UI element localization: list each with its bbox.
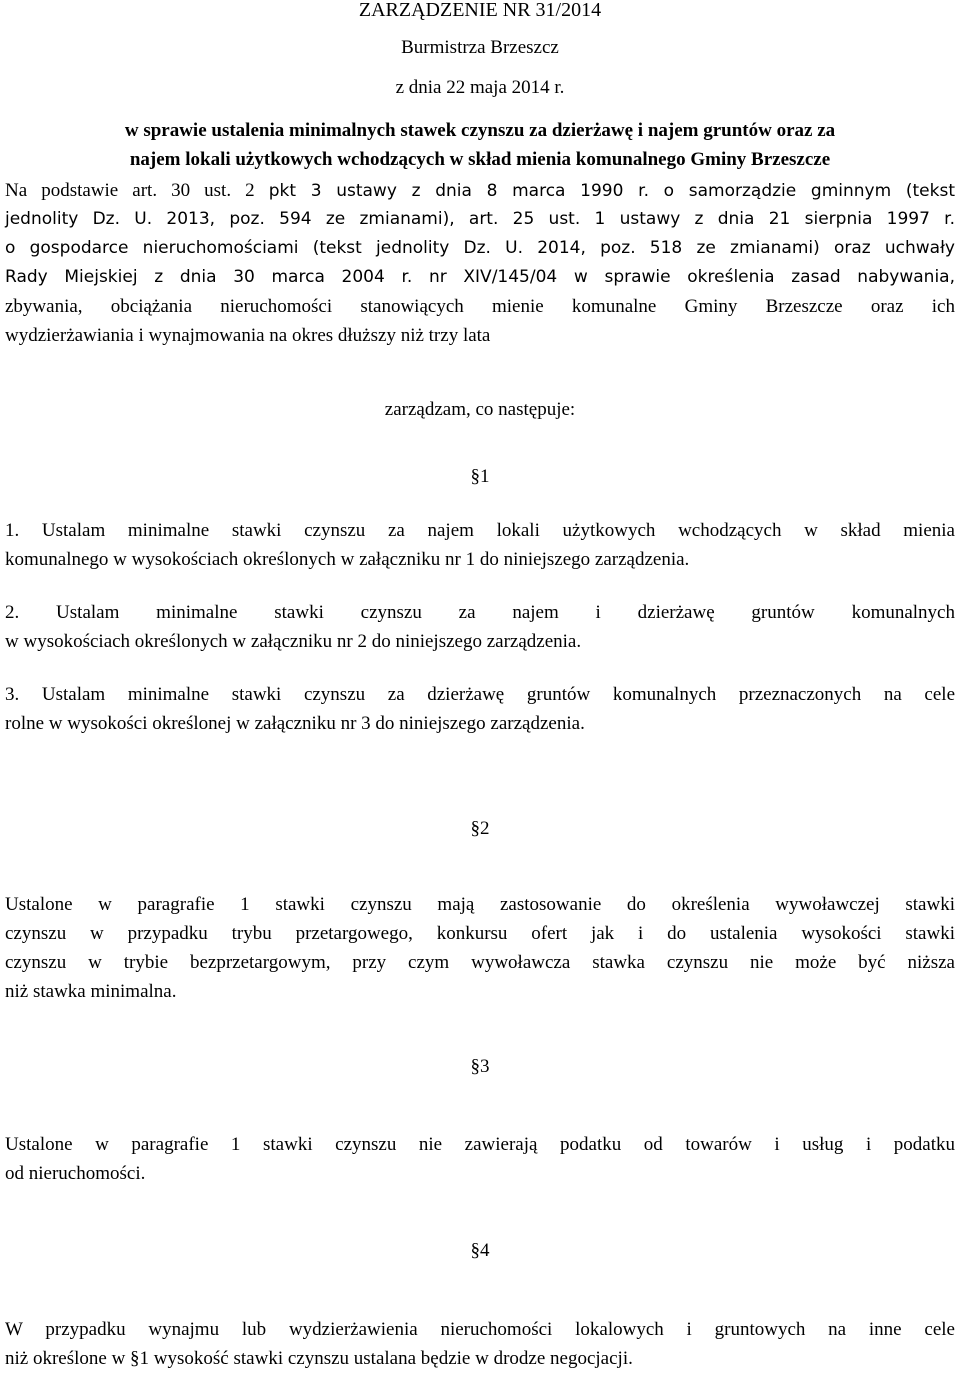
section-4-paragraph-1	[5, 1315, 955, 1373]
basis-line	[5, 176, 955, 205]
section-3-paragraph-1	[5, 1130, 955, 1188]
paragraph-line: 1. Ustalam minimalne stawki czynszu za najem lokali użytkowych wchodzących w skład mienia	[5, 520, 955, 541]
basis-line: o gospodarce nieruchomościami (tekst jednolity Dz. U. 2014, poz. 518 ze zmianami) oraz uchwały	[5, 238, 955, 258]
basis-line-serif: Na podstawie art. 30 ust. 2	[5, 180, 269, 201]
section-1-paragraph-3	[5, 680, 955, 738]
section-heading-3: §3	[470, 1056, 490, 1077]
paragraph-line: komunalnego w wysokościach określonych w załączniku nr 1 do niniejszego zarządzenia.	[5, 549, 690, 570]
section-heading-4: §4	[470, 1240, 490, 1261]
paragraph-line: niż określone w §1 wysokość stawki czynszu ustalana będzie w drodze negocjacji.	[5, 1348, 633, 1369]
paragraph-line: Ustalone w paragrafie 1 stawki czynszu nie zawierają podatku od towarów i usług i podatku	[5, 1134, 955, 1155]
basis-line: wydzierżawiania i wynajmowania na okres dłuższy niż trzy lata	[5, 325, 491, 346]
paragraph-line: w wysokościach określonych w załączniku nr 2 do niniejszego zarządzenia.	[5, 631, 582, 652]
basis-line: Rady Miejskiej z dnia 30 marca 2004 r. nr XIV/145/04 w sprawie określenia zasad nabywania,	[5, 267, 955, 287]
section-heading-2: §2	[470, 818, 490, 839]
section-1-paragraph-2	[5, 598, 955, 656]
paragraph-line: czynszu w przypadku trybu przetargowego, konkursu ofert jak i do ustalenia wysokości stawki	[5, 923, 955, 944]
document-subject	[0, 116, 960, 174]
basis-line-sans: pkt 3 ustawy z dnia 8 marca 1990 r. o samorządzie gminnym (tekst	[268, 181, 956, 201]
subject-line: w sprawie ustalenia minimalnych stawek czynszu za dzierżawę i najem gruntów oraz za	[124, 120, 836, 141]
decree-phrase: zarządzam, co następuje:	[384, 399, 576, 420]
subject-line: najem lokali użytkowych wchodzących w skład mienia komunalnego Gminy Brzeszcze	[129, 149, 831, 170]
paragraph-line: rolne w wysokości określonej w załączniku nr 3 do niniejszego zarządzenia.	[5, 713, 585, 734]
legal-basis	[5, 176, 955, 350]
paragraph-line: W przypadku wynajmu lub wydzierżawienia nieruchomości lokalowych i gruntowych na inne cele	[5, 1319, 955, 1340]
section-heading-1: §1	[470, 466, 490, 487]
document-title: ZARZĄDZENIE NR 31/2014	[358, 0, 602, 21]
document-date: z dnia 22 maja 2014 r.	[395, 77, 565, 98]
paragraph-line: od nieruchomości.	[5, 1163, 146, 1184]
section-1-paragraph-1	[5, 516, 955, 574]
paragraph-line: niż stawka minimalna.	[5, 981, 177, 1002]
paragraph-line: Ustalone w paragrafie 1 stawki czynszu mają zastosowanie do określenia wywoławczej stawki	[5, 894, 955, 915]
paragraph-line: czynszu w trybie bezprzetargowym, przy czym wywoławcza stawka czynszu nie może być niższa	[5, 952, 955, 973]
paragraph-line: 2. Ustalam minimalne stawki czynszu za najem i dzierżawę gruntów komunalnych	[5, 602, 955, 623]
basis-line: jednolity Dz. U. 2013, poz. 594 ze zmianami), art. 25 ust. 1 ustawy z dnia 21 sierpnia 1997 r.	[5, 209, 955, 229]
document-issuer: Burmistrza Brzeszcz	[401, 37, 559, 58]
paragraph-line: 3. Ustalam minimalne stawki czynszu za dzierżawę gruntów komunalnych przeznaczonych na cele	[5, 684, 955, 705]
basis-line: zbywania, obciążania nieruchomości stanowiących mienie komunalne Gminy Brzeszcze oraz ich	[5, 296, 955, 317]
section-2-paragraph-1	[5, 890, 955, 1006]
